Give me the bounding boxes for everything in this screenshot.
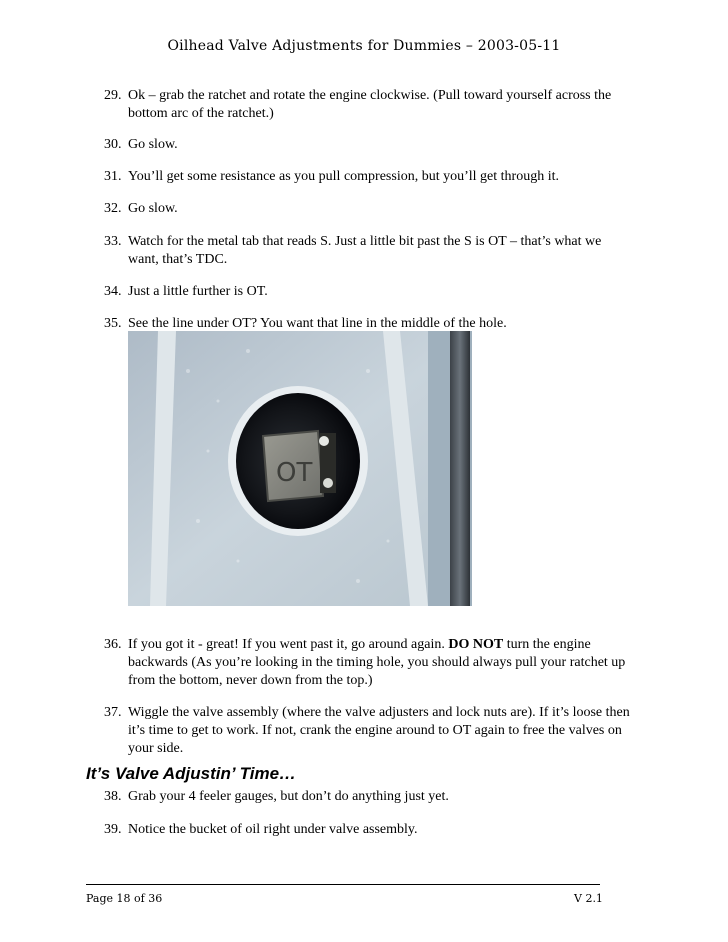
item-number: 37. xyxy=(104,705,122,720)
item-number: 30. xyxy=(104,137,122,152)
item-text: Go slow. xyxy=(128,137,178,152)
list-item xyxy=(104,200,634,218)
item-text: Just a little further is OT. xyxy=(128,284,268,299)
item-text: You’ll get some resistance as you pull compression, but you’ll get through it. xyxy=(128,169,559,184)
list-item xyxy=(104,233,634,269)
section-heading: It’s Valve Adjustin’ Time… xyxy=(86,764,297,783)
item-number: 29. xyxy=(104,88,122,103)
timing-hole-photo xyxy=(128,331,472,606)
item-text: See the line under OT? You want that line in the middle of the hole. xyxy=(128,316,507,331)
item-text: Watch for the metal tab that reads S. Just a little bit past the S is OT – that’s what we want, that’s TDC. xyxy=(128,234,602,267)
item-text: Grab your 4 feeler gauges, but don’t do anything just yet. xyxy=(128,789,449,804)
item-text xyxy=(128,636,634,690)
item-text: Ok – grab the ratchet and rotate the engine clockwise. (Pull toward yourself across the bottom arc of the ratchet.) xyxy=(128,88,612,121)
item-number: 32. xyxy=(104,201,122,216)
item-text-part: turn the engine backwards (As you’re looking in the timing hole, you should always pull your ratchet up from the bottom, never down from the top.) xyxy=(128,637,626,688)
footer-divider xyxy=(86,884,600,885)
list-item xyxy=(104,821,634,839)
item-number: 34. xyxy=(104,284,122,299)
item-number: 36. xyxy=(104,637,122,652)
list-item xyxy=(104,788,634,806)
emphasis-text: DO NOT xyxy=(448,637,504,652)
page-number: Page 18 of 36 xyxy=(86,892,163,905)
list-item xyxy=(104,636,634,690)
list-item xyxy=(104,283,634,301)
item-text: Notice the bucket of oil right under valve assembly. xyxy=(128,822,418,837)
item-number: 35. xyxy=(104,316,122,331)
item-number: 31. xyxy=(104,169,122,184)
list-item xyxy=(104,704,634,758)
list-item xyxy=(104,168,634,186)
item-text: Wiggle the valve assembly (where the valve adjusters and lock nuts are). If it’s loose then it’s time to get to work. If not, crank the engine around to OT again to free the valves on your side. xyxy=(128,705,630,756)
list-item xyxy=(104,87,634,123)
item-number: 33. xyxy=(104,234,122,249)
ot-tab-label: OT xyxy=(276,458,313,488)
item-text-part: If you got it - great! If you went past it, go around again. xyxy=(128,637,449,652)
item-text: Go slow. xyxy=(128,201,178,216)
list-item xyxy=(104,136,634,154)
version-label: V 2.1 xyxy=(574,892,603,905)
page-header-title: Oilhead Valve Adjustments for Dummies – 2003-05-11 xyxy=(167,38,561,54)
item-number: 38. xyxy=(104,789,122,804)
item-number: 39. xyxy=(104,822,122,837)
